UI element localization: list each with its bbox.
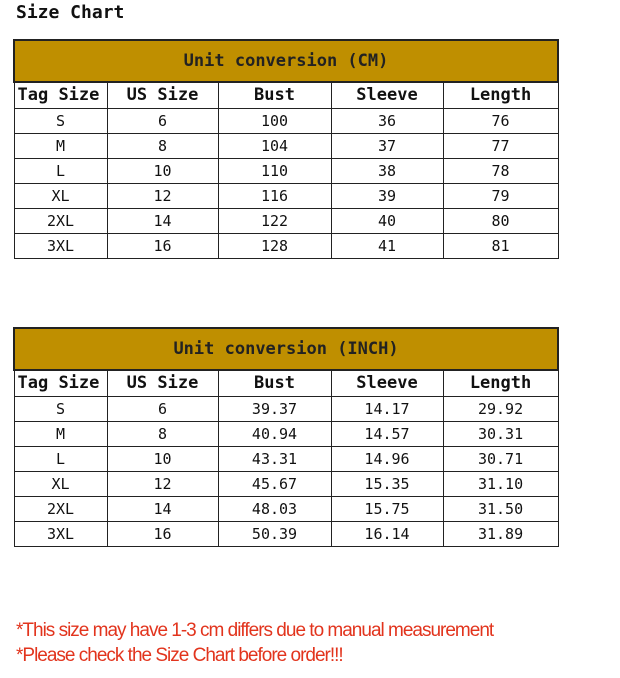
table-cell: 12 [107, 184, 218, 209]
table-row [14, 447, 558, 472]
column-header-length: Length [443, 370, 558, 397]
column-header-bust: Bust [218, 370, 331, 397]
table-cell: 16.14 [331, 522, 443, 547]
table-row [14, 422, 558, 447]
table-cell: 14.96 [331, 447, 443, 472]
table-cell: 31.89 [443, 522, 558, 547]
table-caption-inch: Unit conversion (INCH) [14, 328, 558, 370]
column-header-length: Length [443, 82, 558, 109]
column-header-tag-size: Tag Size [14, 370, 107, 397]
table-cell: 16 [107, 234, 218, 259]
table-cell: L [14, 159, 107, 184]
table-cell: 15.75 [331, 497, 443, 522]
table-cell: 12 [107, 472, 218, 497]
table-cell: 6 [107, 109, 218, 134]
table-cell: 2XL [14, 497, 107, 522]
table-cell: S [14, 397, 107, 422]
table-cell: 6 [107, 397, 218, 422]
table-row [14, 184, 558, 209]
table-cell: 8 [107, 422, 218, 447]
table-row [14, 522, 558, 547]
column-header-tag-size: Tag Size [14, 82, 107, 109]
table-cell: 3XL [14, 234, 107, 259]
table-cell: 39.37 [218, 397, 331, 422]
table-cell: 76 [443, 109, 558, 134]
table-cell: M [14, 134, 107, 159]
table-cell: 30.31 [443, 422, 558, 447]
table-cell: 14 [107, 497, 218, 522]
table-row [14, 472, 558, 497]
size-table-cm [13, 39, 559, 259]
table-cell: 38 [331, 159, 443, 184]
table-cell: 41 [331, 234, 443, 259]
column-header-us-size: US Size [107, 82, 218, 109]
measurement-note: *This size may have 1-3 cm differs due to manual measurement [16, 620, 494, 641]
table-caption-cm: Unit conversion (CM) [14, 40, 558, 82]
column-header-sleeve: Sleeve [331, 82, 443, 109]
table-cell: 10 [107, 447, 218, 472]
table-cell: 14.57 [331, 422, 443, 447]
table-cell: 2XL [14, 209, 107, 234]
column-header-sleeve: Sleeve [331, 370, 443, 397]
table-row [14, 109, 558, 134]
table-row [14, 234, 558, 259]
table-cell: 3XL [14, 522, 107, 547]
table-cell: 43.31 [218, 447, 331, 472]
table-cell: 79 [443, 184, 558, 209]
table-cell: 116 [218, 184, 331, 209]
table-cell: 14.17 [331, 397, 443, 422]
table-row [14, 497, 558, 522]
table-cell: 29.92 [443, 397, 558, 422]
table-row [14, 397, 558, 422]
page-title: Size Chart [16, 2, 125, 23]
table-cell: 40 [331, 209, 443, 234]
table-cell: 10 [107, 159, 218, 184]
table-cell: XL [14, 472, 107, 497]
column-header-us-size: US Size [107, 370, 218, 397]
table-row [14, 209, 558, 234]
table-row [14, 159, 558, 184]
table-cell: 39 [331, 184, 443, 209]
table-cell: 50.39 [218, 522, 331, 547]
table-row [14, 134, 558, 159]
table-cell: 77 [443, 134, 558, 159]
table-cell: 37 [331, 134, 443, 159]
table-cell: 78 [443, 159, 558, 184]
table-cell: XL [14, 184, 107, 209]
table-cell: S [14, 109, 107, 134]
table-cell: 122 [218, 209, 331, 234]
table-cell: M [14, 422, 107, 447]
table-cell: 100 [218, 109, 331, 134]
table-cell: 31.50 [443, 497, 558, 522]
table-cell: 14 [107, 209, 218, 234]
column-header-bust: Bust [218, 82, 331, 109]
table-cell: 8 [107, 134, 218, 159]
table-cell: 40.94 [218, 422, 331, 447]
table-cell: 81 [443, 234, 558, 259]
table-cell: 128 [218, 234, 331, 259]
size-table-inch [13, 327, 559, 547]
table-cell: 16 [107, 522, 218, 547]
table-cell: 31.10 [443, 472, 558, 497]
table-cell: 110 [218, 159, 331, 184]
table-cell: 45.67 [218, 472, 331, 497]
table-cell: 80 [443, 209, 558, 234]
table-cell: 30.71 [443, 447, 558, 472]
table-cell: 15.35 [331, 472, 443, 497]
order-note: *Please check the Size Chart before order!!! [16, 645, 343, 666]
table-cell: 36 [331, 109, 443, 134]
table-cell: 104 [218, 134, 331, 159]
table-cell: L [14, 447, 107, 472]
table-cell: 48.03 [218, 497, 331, 522]
